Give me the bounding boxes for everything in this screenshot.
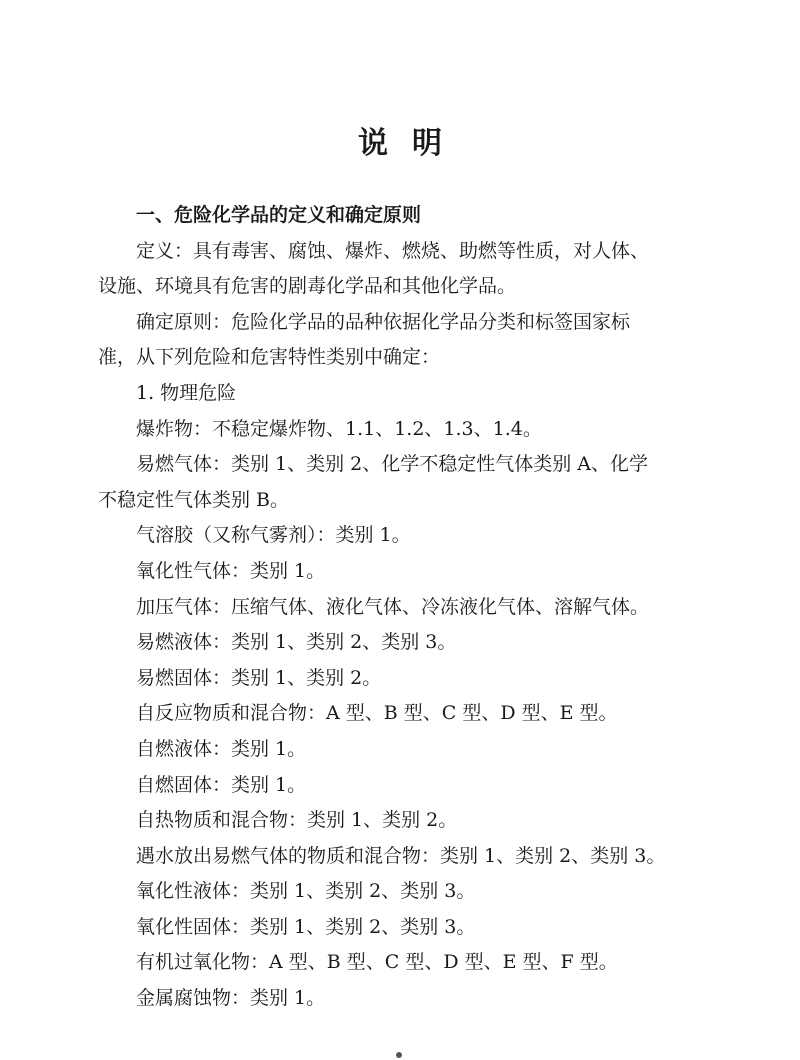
- item-oxidizing-gases: 氧化性气体：类别 1。: [136, 559, 326, 582]
- subheading-physical-hazards: 1. 物理危险: [136, 381, 237, 404]
- list-item: [98, 447, 710, 518]
- item-pyrophoric-liquids: 自燃液体：类别 1。: [136, 737, 307, 760]
- item-water-reactive: 遇水放出易燃气体的物质和混合物：类别 1、类别 2、类别 3。: [136, 844, 666, 867]
- item-flammable-solids: 易燃固体：类别 1、类别 2。: [136, 666, 382, 689]
- list-item: [98, 945, 710, 981]
- item-metal-corrosives: 金属腐蚀物：类别 1。: [136, 987, 326, 1010]
- subheading-paragraph: [98, 376, 710, 412]
- item-oxidizing-solids: 氧化性固体：类别 1、类别 2、类别 3。: [136, 915, 476, 938]
- item-self-heating: 自热物质和混合物：类别 1、类别 2。: [136, 809, 458, 832]
- item-flammable-gases-line-1: 易燃气体：类别 1、类别 2、化学不稳定性气体类别 A、化学: [136, 453, 649, 476]
- list-item: [98, 625, 710, 661]
- list-item: [98, 768, 710, 804]
- principle-paragraph: [98, 305, 710, 376]
- list-item: [98, 590, 710, 626]
- list-item: [98, 554, 710, 590]
- list-item: [98, 803, 710, 839]
- list-item: [98, 732, 710, 768]
- page-title: 说明: [358, 126, 466, 161]
- list-item: [98, 910, 710, 946]
- list-item: [98, 696, 710, 732]
- item-pyrophoric-solids: 自燃固体：类别 1。: [136, 773, 307, 796]
- item-aerosols: 气溶胶（又称气雾剂）：类别 1。: [136, 524, 411, 547]
- item-flammable-liquids: 易燃液体：类别 1、类别 2、类别 3。: [136, 631, 457, 654]
- list-item: [98, 661, 710, 697]
- item-oxidizing-liquids: 氧化性液体：类别 1、类别 2、类别 3。: [136, 880, 476, 903]
- item-explosives: 爆炸物：不稳定爆炸物、1.1、1.2、1.3、1.4。: [136, 417, 542, 440]
- document-body: [98, 198, 710, 1017]
- list-item: [98, 412, 710, 448]
- definition-paragraph: [98, 234, 710, 305]
- definition-line-1: 定义：具有毒害、腐蚀、爆炸、燃烧、助燃等性质，对人体、: [136, 239, 650, 262]
- item-self-reactive: 自反应物质和混合物：A 型、B 型、C 型、D 型、E 型。: [136, 702, 618, 725]
- list-item: [98, 518, 710, 554]
- definition-line-2: 设施、环境具有危害的剧毒化学品和其他化学品。: [98, 275, 517, 298]
- item-organic-peroxides: 有机过氧化物：A 型、B 型、C 型、D 型、E 型、F 型。: [136, 951, 618, 974]
- section-heading-text: 一、危险化学品的定义和确定原则: [136, 204, 422, 226]
- principle-line-2: 准，从下列危险和危害特性类别中确定：: [98, 346, 441, 369]
- list-item: [98, 839, 710, 875]
- page-number-mark: [396, 1052, 402, 1058]
- section-heading: [98, 198, 710, 234]
- item-flammable-gases-line-2: 不稳定性气体类别 B。: [98, 488, 290, 511]
- list-item: [98, 874, 710, 910]
- principle-line-1: 确定原则：危险化学品的品种依据化学品分类和标签国家标: [136, 310, 631, 333]
- list-item: [98, 981, 710, 1017]
- item-pressurized-gases: 加压气体：压缩气体、液化气体、冷冻液化气体、溶解气体。: [136, 595, 650, 618]
